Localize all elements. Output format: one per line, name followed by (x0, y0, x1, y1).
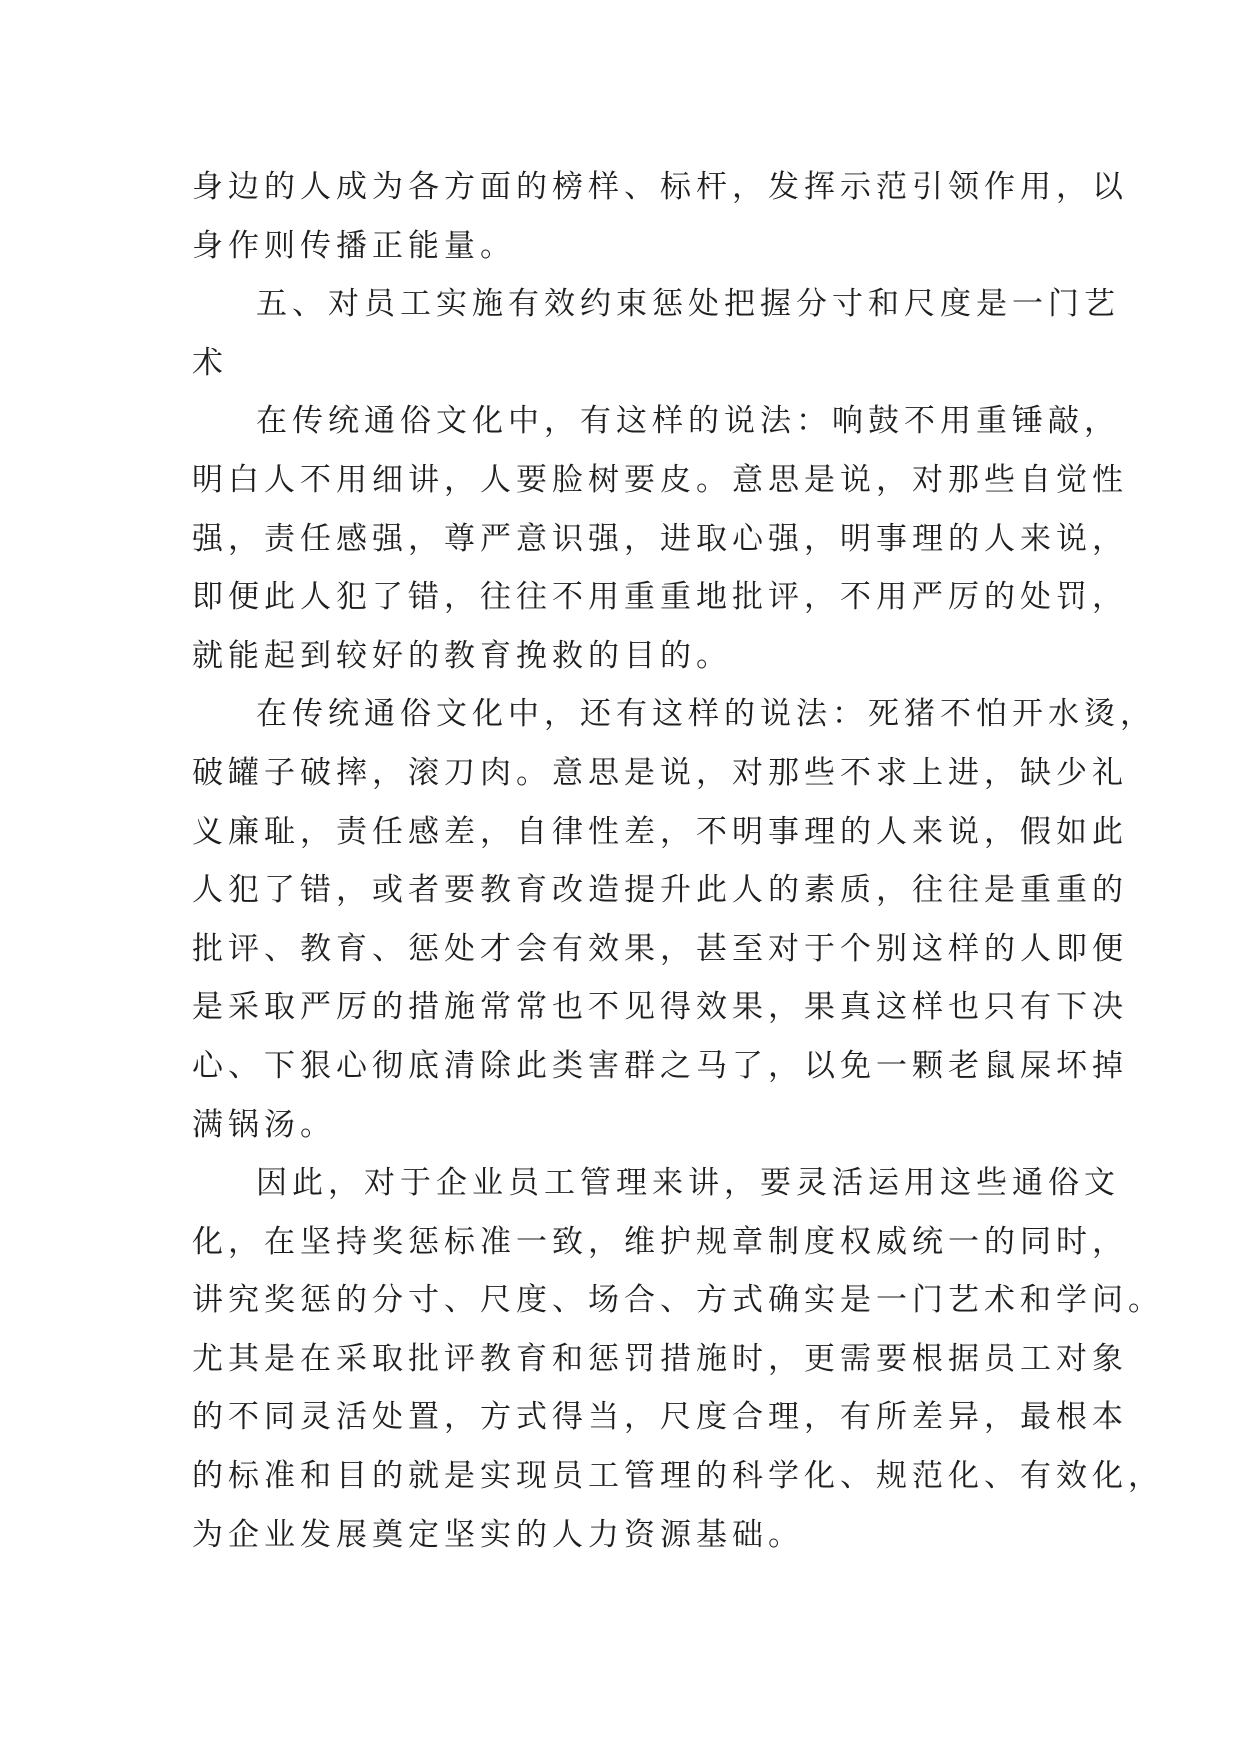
text-line: 身作则传播正能量。 (192, 227, 516, 264)
text-line: 批评、教育、惩处才会有效果，甚至对于个别这样的人即便 (192, 930, 1128, 967)
text-line: 为企业发展奠定坚实的人力资源基础。 (192, 1516, 804, 1553)
text-line: 即便此人犯了错，往往不用重重地批评，不用严厉的处罚， (192, 579, 1128, 616)
text-line: 明白人不用细讲，人要脸树要皮。意思是说，对那些自觉性 (192, 461, 1128, 498)
paragraph (192, 685, 1156, 1154)
text-line: 破罐子破摔，滚刀肉。意思是说，对那些不求上进，缺少礼 (192, 754, 1128, 791)
document-body (192, 158, 1164, 1564)
text-line: 因此，对于企业员工管理来讲，要灵活运用这些通俗文 (256, 1165, 1120, 1202)
text-line: 心、下狠心彻底清除此类害群之马了，以免一颗老鼠屎坏掉 (192, 1047, 1128, 1084)
text-line: 义廉耻，责任感差，自律性差，不明事理的人来说，假如此 (192, 813, 1128, 850)
text-line: 讲究奖惩的分寸、尺度、场合、方式确实是一门艺术和学问。 (192, 1282, 1164, 1319)
text-line: 在传统通俗文化中，还有这样的说法：死猪不怕开水烫， (256, 696, 1156, 733)
paragraph (192, 1154, 1164, 1564)
text-line: 的不同灵活处置，方式得当，尺度合理，有所差异，最根本 (192, 1399, 1128, 1436)
section-heading (192, 275, 1120, 392)
text-line: 身边的人成为各方面的榜样、标杆，发挥示范引领作用，以 (192, 169, 1128, 205)
text-line: 强，责任感强，尊严意识强，进取心强，明事理的人来说， (192, 520, 1128, 557)
text-line: 尤其是在采取批评教育和惩罚措施时，更需要根据员工对象 (192, 1340, 1128, 1377)
text-line: 化，在坚持奖惩标准一致，维护规章制度权威统一的同时， (192, 1223, 1128, 1260)
text-line: 人犯了错，或者要教育改造提升此人的素质，往往是重重的 (192, 872, 1128, 909)
paragraph (192, 392, 1128, 685)
text-line: 满锅汤。 (192, 1106, 336, 1143)
text-line: 就能起到较好的教育挽救的目的。 (192, 637, 732, 674)
text-line: 的标准和目的就是实现员工管理的科学化、规范化、有效化， (192, 1458, 1164, 1495)
text-line: 五、对员工实施有效约束惩处把握分寸和尺度是一门艺 (256, 286, 1120, 323)
text-line: 在传统通俗文化中，有这样的说法：响鼓不用重锤敲， (256, 403, 1120, 440)
paragraph (192, 158, 1128, 275)
text-line: 是采取严厉的措施常常也不见得效果，果真这样也只有下决 (192, 989, 1128, 1026)
text-line: 术 (192, 344, 228, 381)
